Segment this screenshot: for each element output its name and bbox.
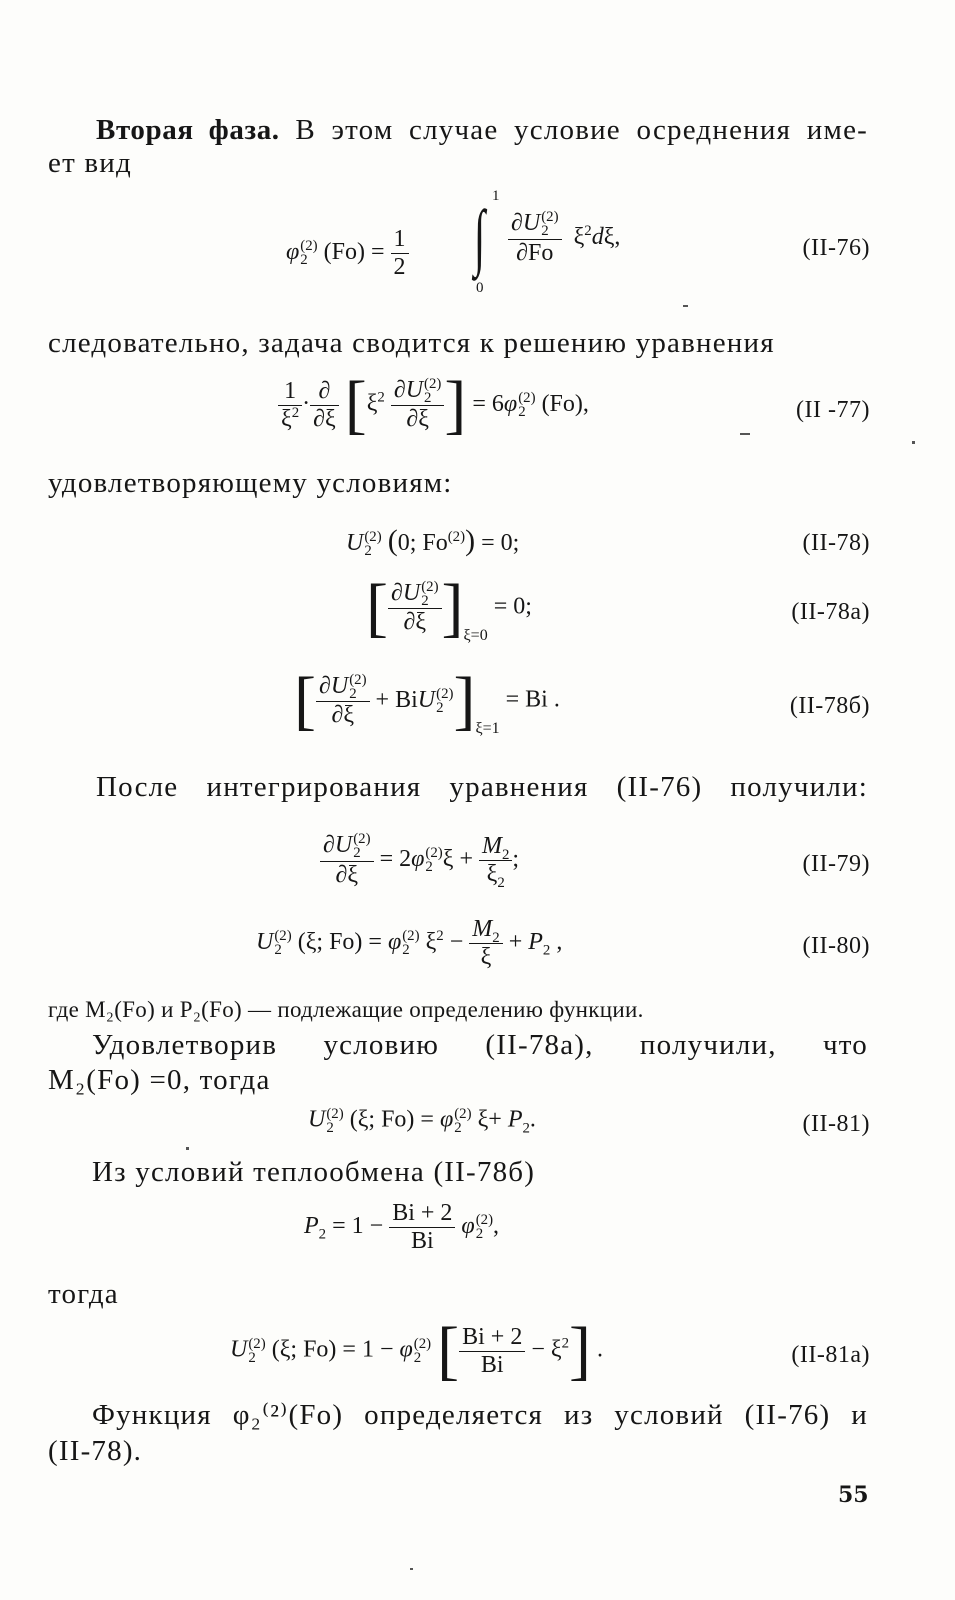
equation-number-II-81: (II-81) xyxy=(802,1111,870,1137)
integral-upper-limit: 1 xyxy=(492,188,500,204)
equation-II-81a: U (2) 2 (ξ; Fo) = 1 − φ (2) 2 [ $\frac{Bi + 2}{Bi}$ − $\xi^2$] . xyxy=(230,1314,603,1387)
equation-number-II-78: (II-78) xyxy=(802,530,870,556)
word-1: Удовлетворив xyxy=(92,1029,278,1061)
line-m2-zero: M₂(Fo) =0, тогда xyxy=(48,1064,271,1096)
word-3: (II-78a), xyxy=(485,1029,594,1061)
equation-II-81: U (2) 2 (ξ; Fo) = φ (2) 2 $\xi+ P_2$. xyxy=(308,1106,536,1137)
line-reduces-to-equation: следовательно, задача сводится к решению уравнения xyxy=(48,327,775,359)
line-then: тогда xyxy=(48,1278,119,1310)
equation-number-II-76: (II-76) xyxy=(802,235,870,261)
scan-speck xyxy=(683,305,688,307)
intro-line-2: ет вид xyxy=(48,147,132,179)
scan-speck xyxy=(740,433,750,435)
equation-number-II-79: (II-79) xyxy=(802,851,870,877)
equation-II-76: φ (2) 2 (Fo) = $\frac{1}{2}$ xyxy=(286,218,409,273)
equation-II-79: ∂U (2) 2 ∂ξ = 2φ (2) 2 ξ + $\frac{M_2}{\xi_2}$ ; xyxy=(320,832,519,888)
integral-lower-limit: 0 xyxy=(476,280,484,296)
word-4: получили, xyxy=(639,1029,777,1061)
line-after-integration: После интегрирования уравнения (II-76) получили: xyxy=(96,771,868,803)
equation-II-78b: [ ∂U (2) 2 ∂ξ + BiU (2) 2 ]$_{\xi=1} = Bi$ . xyxy=(294,664,560,737)
equation-number-II-77: (II -77) xyxy=(796,397,870,423)
equation-II-76-integrand: ∂U (2) 2 ∂Fo $\xi^2d\xi$, xyxy=(508,210,620,266)
scan-speck xyxy=(186,1147,189,1150)
equation-P2: $P_2 = 1$ − $\frac{Bi + 2}{Bi}$ φ (2) 2 , xyxy=(304,1200,500,1254)
intro-line-1 xyxy=(96,113,868,147)
equation-number-II-80: (II-80) xyxy=(802,933,870,959)
intro-text: В этом случае условие осреднения име- xyxy=(295,114,869,146)
final-line-2: (II-78). xyxy=(48,1435,143,1467)
equation-number-II-78a: (II-78a) xyxy=(791,599,870,625)
equation-number-II-78b: (II-78б) xyxy=(789,693,870,719)
scan-speck xyxy=(912,441,915,444)
page-number: 55 xyxy=(838,1482,869,1508)
word-2: условию xyxy=(323,1029,440,1061)
word-5: что xyxy=(822,1029,868,1061)
final-line-1: Функция φ₂⁽²⁾(Fo) определяется из условий (II-76) и xyxy=(92,1399,868,1431)
equation-number-II-81a: (II-81a) xyxy=(791,1342,870,1368)
equation-II-78a: [ ∂U (2) 2 ∂ξ ]$_{\xi=0} = 0$; xyxy=(366,571,532,644)
line-satisfying-condition xyxy=(92,1028,868,1062)
line-heat-exchange: Из условий теплообмена (II-78б) xyxy=(92,1156,536,1188)
scan-speck xyxy=(410,1568,413,1570)
integral-sign: ∫ xyxy=(474,196,486,278)
intro-heading: Вторая фаза. xyxy=(96,114,280,146)
equation-II-78: U (2) 2 (0; $Fo^{(2)}) = 0$; xyxy=(346,524,520,560)
equation-II-80: U (2) 2 (ξ; Fo) = φ (2) 2 $\xi^2$ − $\frac{M_2}{\xi}$ + $P_2$ , xyxy=(256,916,563,970)
line-where-functions: где M₂(Fo) и P₂(Fo) — подлежащие определению функции. xyxy=(48,997,644,1022)
line-satisfying-conditions: удовлетворяющему условиям: xyxy=(48,467,453,499)
equation-II-77: $\frac{1}{\xi^2}$ · $\frac{\partial}{\partial\xi}$ [$\xi^2$ ∂U (2) 2 ∂ξ ] = 6φ (2) 2 (Fo), xyxy=(278,372,589,438)
